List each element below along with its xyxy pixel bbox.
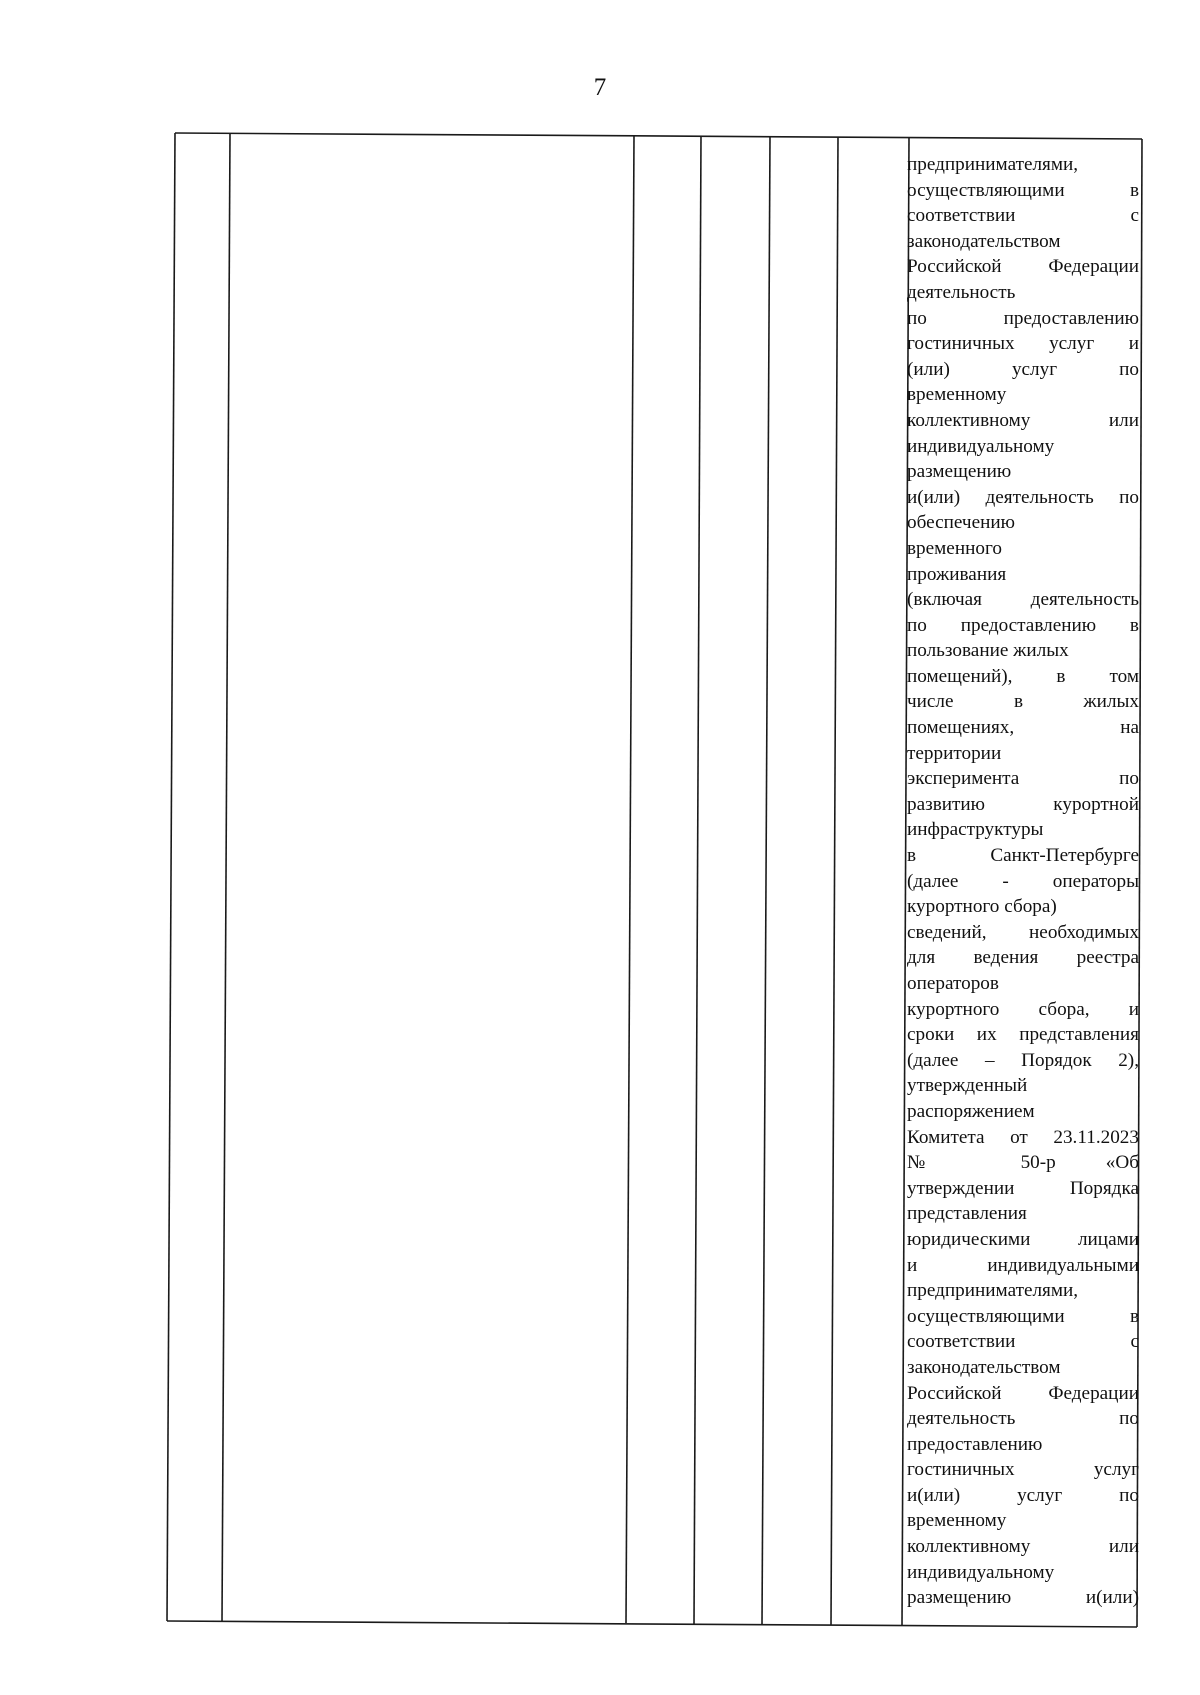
cell-text-line: Комитета от 23.11.2023 — [907, 1126, 1139, 1148]
cell-text-line: в Санкт-Петербурге — [907, 845, 1139, 867]
cell-text-line: утверждении Порядка — [907, 1177, 1139, 1199]
cell-text-line: (включая деятельность — [907, 589, 1139, 611]
cell-text-line: проживания — [907, 563, 1007, 585]
cell-text-line: юридическими лицами — [907, 1228, 1139, 1250]
cell-text-line: инфраструктуры — [907, 819, 1044, 841]
table-bottom-border — [167, 1621, 1137, 1627]
page-number: 7 — [593, 74, 607, 101]
cell-text-line: и(или) услуг по — [907, 1484, 1139, 1506]
cell-text-line: осуществляющими в — [907, 179, 1139, 201]
cell-text-line: временного — [907, 537, 1002, 559]
column-separator-5 — [831, 137, 838, 1625]
cell-text-line: пользование жилых — [907, 640, 1069, 662]
cell-text-line: Российской Федерации — [907, 256, 1139, 278]
cell-text-line: предпринимателями, — [907, 1280, 1079, 1302]
cell-text-line: операторов — [907, 973, 999, 994]
cell-text-line: развитию курортной — [907, 793, 1139, 815]
column-separator-3 — [694, 136, 701, 1624]
cell-text-line: соответствии с — [907, 1331, 1139, 1353]
cell-text-line: эксперимента по — [907, 768, 1139, 790]
cell-text-line: размещению — [907, 461, 1012, 483]
cell-text-line: сведений, необходимых — [907, 921, 1139, 943]
cell-text-line: гостиничных услуг и — [907, 333, 1139, 355]
cell-text-line: гостиничных услуг — [907, 1459, 1139, 1481]
last-column-cell-text — [907, 152, 1139, 1611]
cell-text-line: предоставлению — [907, 1433, 1043, 1455]
cell-text-line: помещениях, на — [907, 717, 1139, 739]
cell-text-line: сроки их представления — [907, 1024, 1139, 1046]
column-separator-4 — [762, 137, 770, 1624]
table-top-border — [175, 133, 1142, 139]
cell-text-line: территории — [907, 742, 1002, 764]
cell-text-line: законодательством — [907, 230, 1061, 252]
cell-text-line: соответствии с — [907, 205, 1139, 227]
cell-text-line: осуществляющими в — [907, 1305, 1139, 1327]
cell-text-line: и индивидуальными — [907, 1254, 1139, 1276]
cell-text-line: законодательством — [907, 1356, 1061, 1378]
column-separator-2 — [626, 136, 634, 1623]
cell-text-line: (или) услуг по — [907, 358, 1139, 380]
cell-text-line: индивидуальному — [907, 435, 1055, 457]
cell-text-line: № 50-р «Об — [907, 1152, 1139, 1174]
cell-text-line: курортного сбора, и — [907, 998, 1139, 1020]
cell-text-line: по предоставлению — [907, 307, 1139, 329]
cell-text-line: коллективному или — [907, 1536, 1139, 1558]
cell-text-line: утвержденный — [907, 1075, 1028, 1097]
cell-text-line: (далее – Порядок 2), — [907, 1049, 1139, 1071]
cell-text-line: предпринимателями, — [907, 154, 1079, 175]
cell-text-line: деятельность — [907, 281, 1016, 303]
cell-text-line: обеспечению — [907, 512, 1015, 534]
cell-text-line: временному — [907, 1510, 1007, 1532]
cell-text-line: числе в жилых — [907, 691, 1139, 713]
cell-text-line: (далее - операторы — [907, 870, 1139, 892]
cell-text-line: размещению и(или) — [907, 1587, 1139, 1609]
cell-text-line: для ведения реестра — [907, 947, 1139, 969]
cell-text-line: распоряжением — [907, 1100, 1035, 1122]
cell-text-line: индивидуальному — [907, 1561, 1055, 1583]
cell-text-line: деятельность по — [907, 1408, 1139, 1430]
cell-text-line: помещений), в том — [907, 665, 1139, 687]
column-separator-1 — [222, 134, 230, 1621]
cell-text-line: курортного сбора) — [907, 896, 1057, 918]
cell-text-line: коллективному или — [907, 409, 1139, 431]
cell-text-line: по предоставлению в — [907, 614, 1139, 636]
table-left-border — [167, 133, 175, 1621]
cell-text-line: временному — [907, 384, 1007, 406]
cell-text-line: представления — [907, 1203, 1027, 1225]
cell-text-line: Российской Федерации — [907, 1382, 1139, 1404]
cell-text-line: и(или) деятельность по — [907, 486, 1139, 508]
